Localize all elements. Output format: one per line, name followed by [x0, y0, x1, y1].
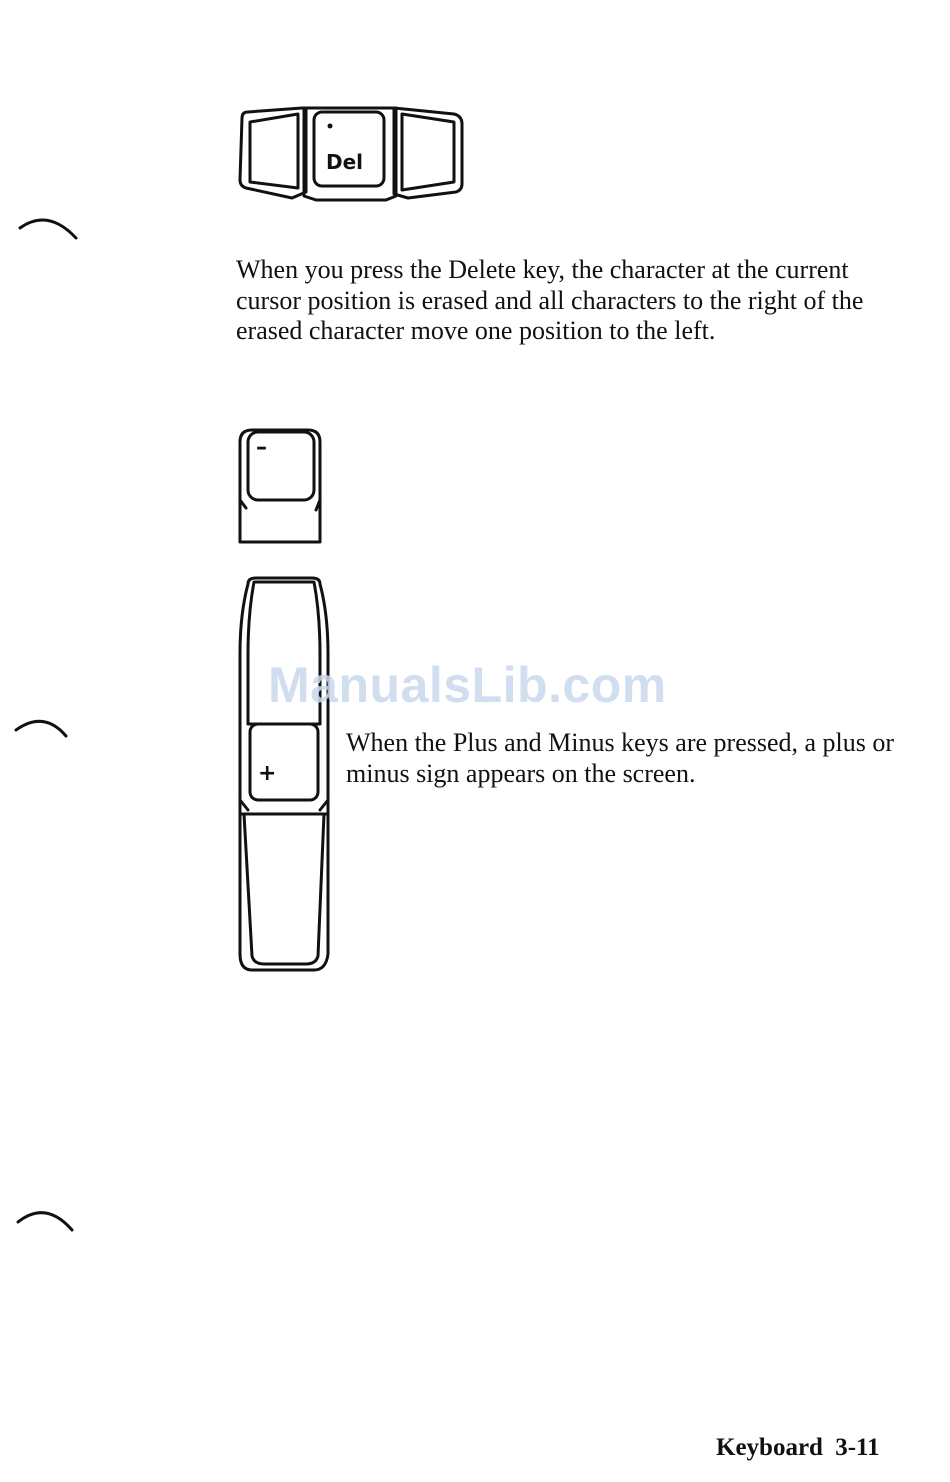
- plus-minus-description: When the Plus and Minus keys are pressed, a plus or minus sign appears on the screen.: [346, 728, 895, 788]
- plus-key-label: +: [258, 761, 277, 786]
- minus-key-label: –: [256, 435, 267, 460]
- delete-key-illustration: [236, 104, 466, 204]
- del-keycap-top: [314, 112, 384, 186]
- delete-key-description: When you press the Delete key, the character at the current cursor position is erased and all characters to the right of the erased character move one position to the left.: [236, 255, 864, 345]
- minus-keycap-outer: [240, 430, 320, 542]
- minus-key-illustration: [236, 428, 326, 546]
- footer-page-number: 3-11: [835, 1434, 880, 1461]
- footer-section: Keyboard: [716, 1434, 823, 1461]
- del-key-label: Del: [326, 150, 364, 174]
- binder-mark-bottom: [16, 1204, 74, 1234]
- del-keycap-dot: [328, 124, 333, 129]
- plus-keycap-outer: [240, 578, 328, 970]
- binder-mark-middle: [14, 712, 70, 742]
- binder-mark-top: [18, 212, 78, 242]
- page-footer: [716, 1434, 880, 1462]
- plus-key-illustration: [234, 574, 334, 976]
- watermark: ManualsLib.com: [268, 657, 667, 713]
